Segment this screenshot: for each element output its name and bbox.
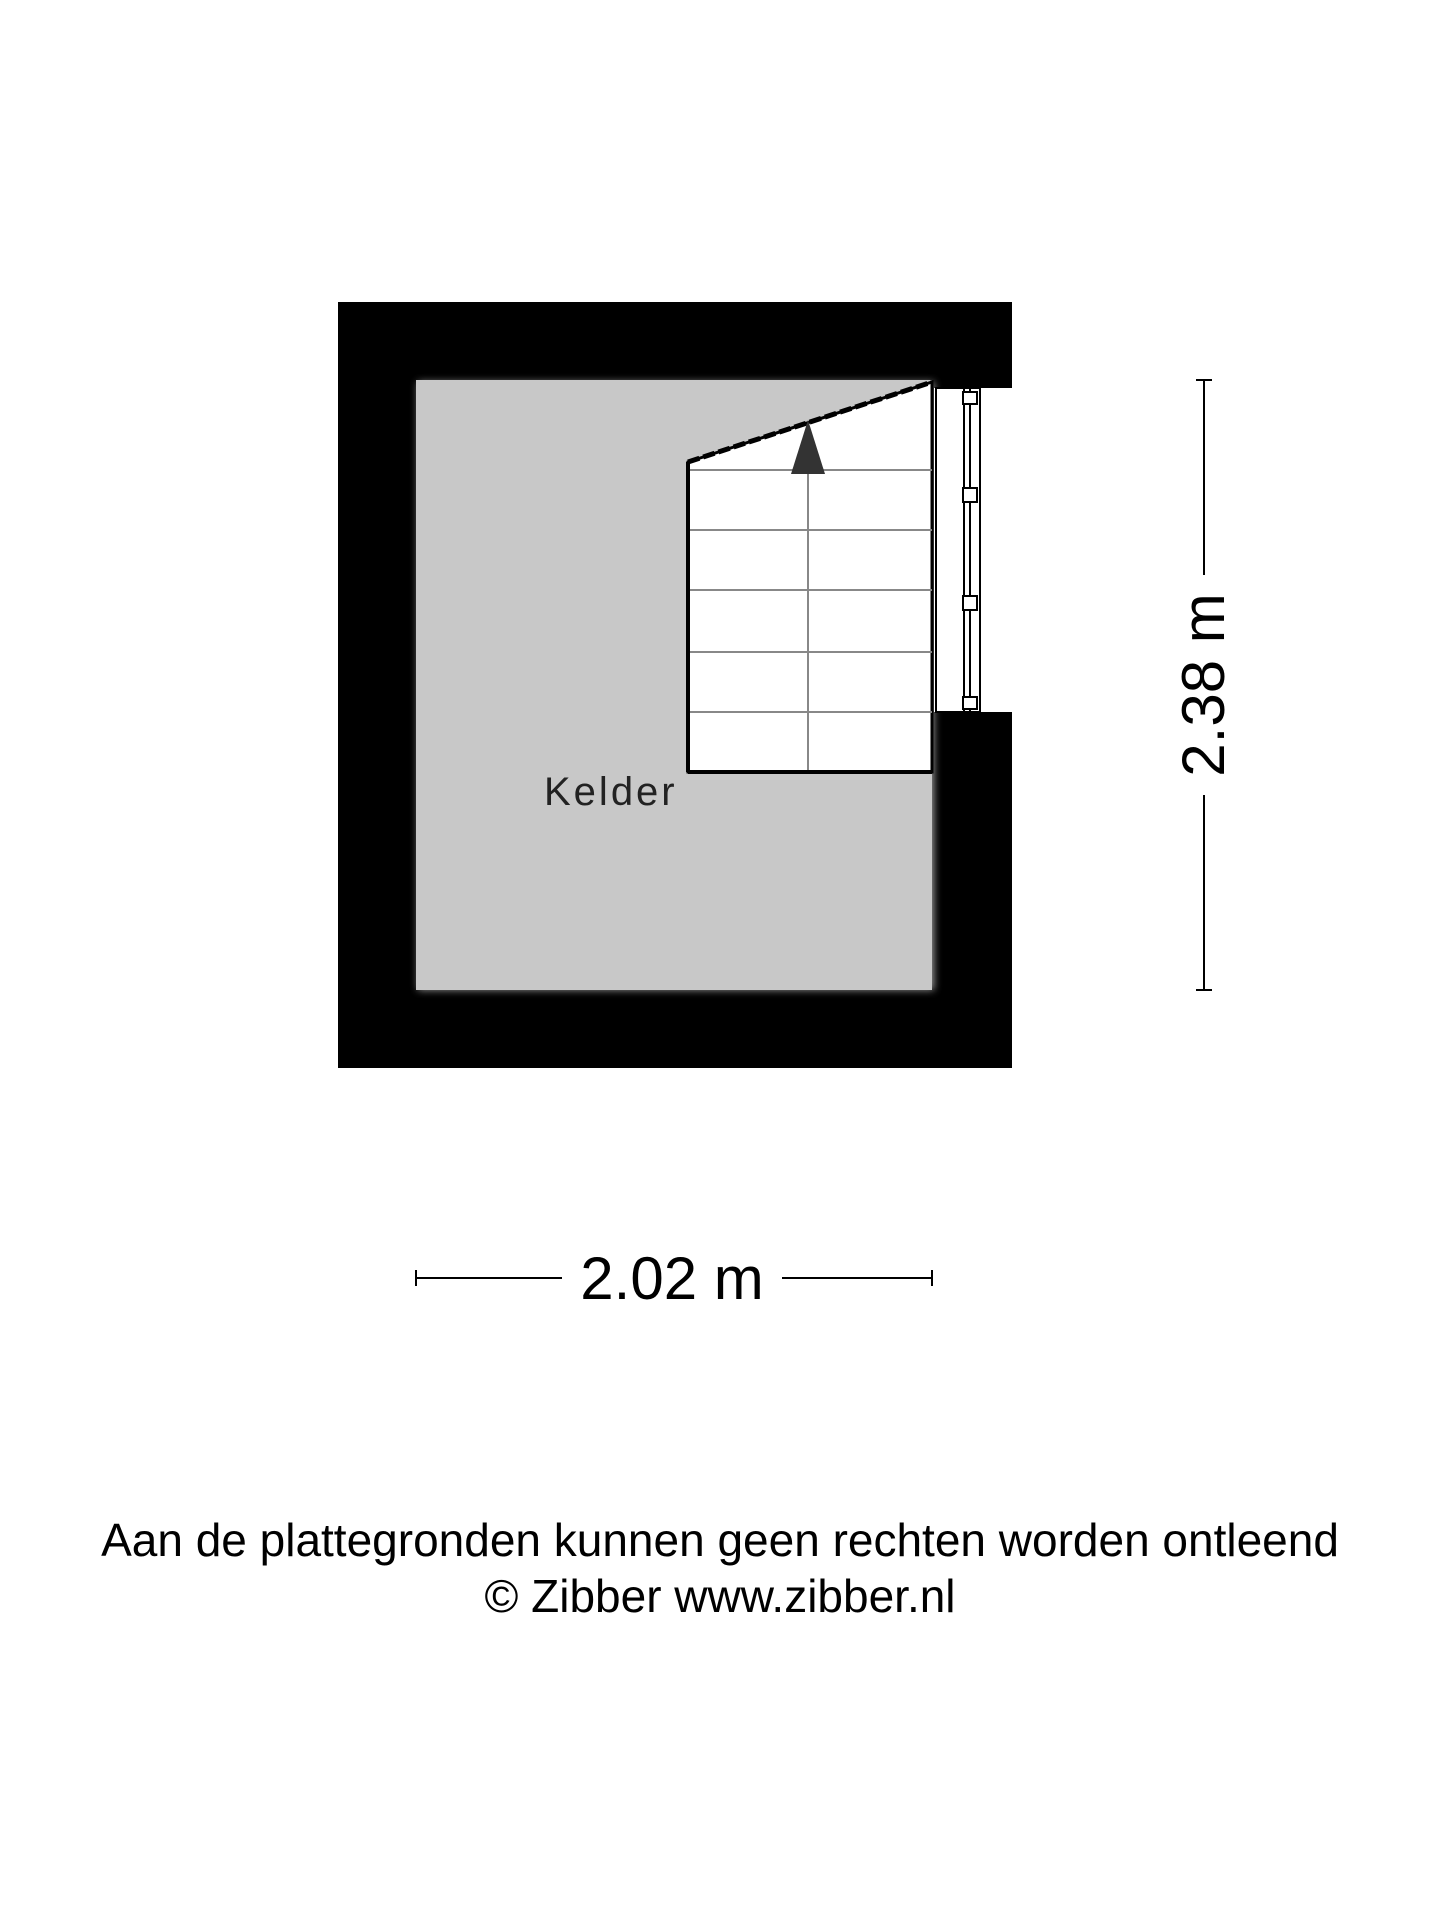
copyright-text: © Zibber www.zibber.nl xyxy=(484,1570,956,1622)
disclaimer-text: Aan de plattegronden kunnen geen rechten worden ontleend xyxy=(101,1514,1339,1566)
height-dimension xyxy=(1170,380,1237,990)
width-dimension-label: 2.02 m xyxy=(580,1245,764,1312)
window-frame xyxy=(936,388,980,712)
room-label: Kelder xyxy=(544,770,678,814)
width-dimension xyxy=(416,1245,932,1312)
height-dimension-label: 2.38 m xyxy=(1170,593,1237,777)
